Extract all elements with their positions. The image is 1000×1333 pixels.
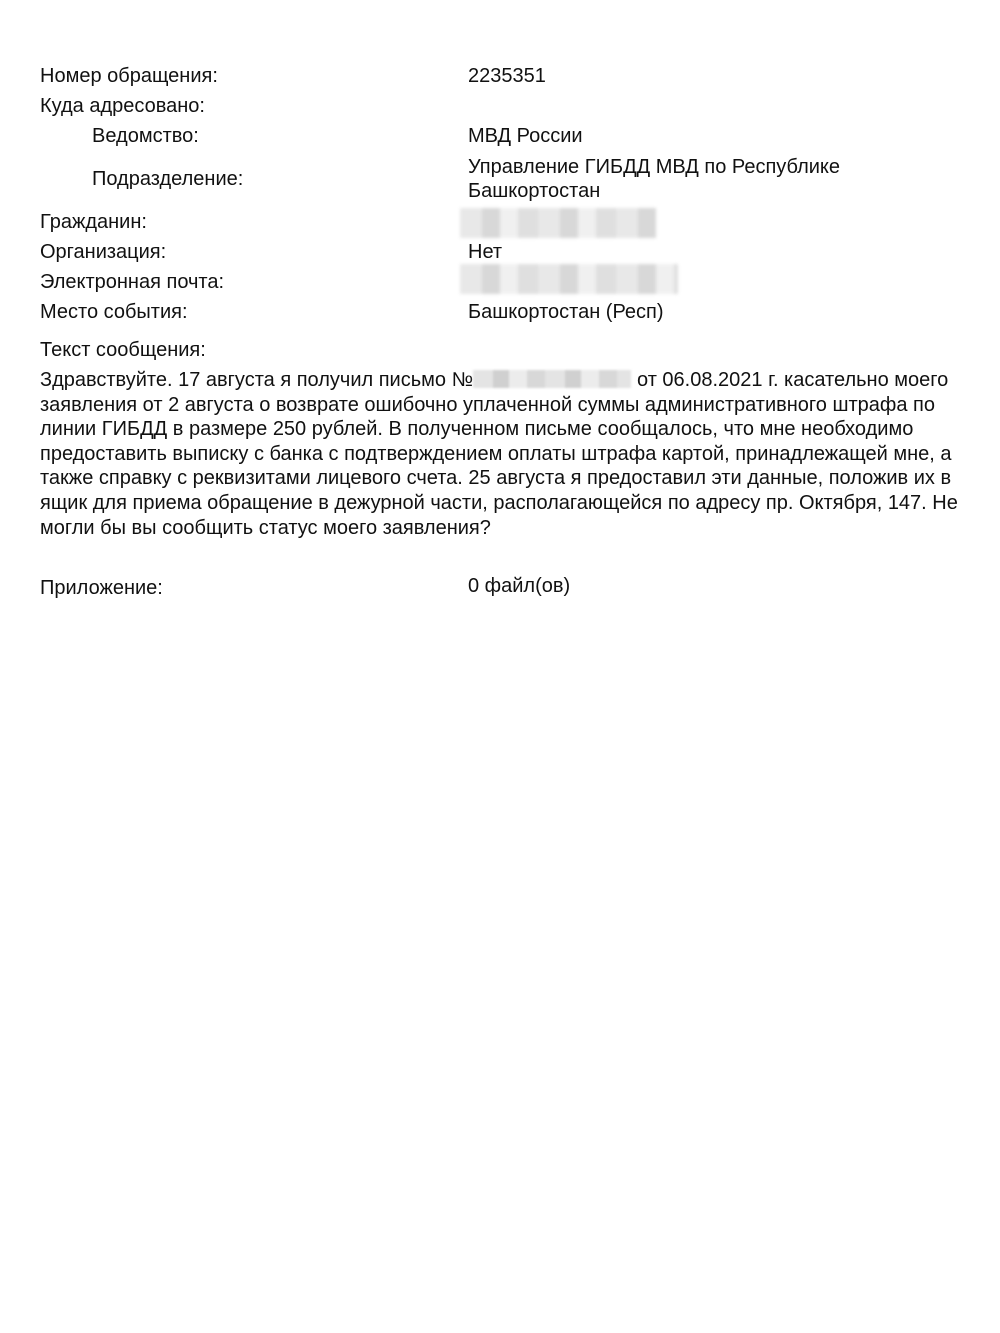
addressed-label: Куда адресовано: [40, 95, 205, 117]
division-label: Подразделение: [92, 168, 244, 190]
citizen-label: Гражданин: [40, 211, 147, 233]
citizen-redacted [460, 208, 656, 238]
email-redacted [460, 264, 678, 294]
agency-value: МВД России [468, 125, 583, 147]
organization-label: Организация: [40, 241, 167, 263]
appeal-number-label: Номер обращения: [40, 65, 218, 87]
message-body [40, 368, 960, 540]
location-label: Место события: [40, 301, 188, 323]
division-value: Управление ГИБДД МВД по Республике Башкортостан [468, 156, 841, 202]
message-text-before: Здравствуйте. 17 августа я получил письмо № [40, 369, 474, 391]
appeal-number-value: 2235351 [468, 65, 546, 87]
attachment-value: 0 файл(ов) [468, 575, 571, 597]
message-label: Текст сообщения: [40, 339, 206, 361]
agency-label: Ведомство: [92, 125, 199, 147]
location-value: Башкортостан (Респ) [468, 301, 664, 323]
attachment-label: Приложение: [40, 577, 163, 599]
organization-value: Нет [468, 241, 503, 263]
letter-number-redacted [473, 370, 631, 388]
message-text-after: от 06.08.2021 г. касательно моего заявления от 2 августа о возврате ошибочно уплаченной суммы административного штрафа по линии ГИБДД в размере 250 рублей. В полученном письме сообщалось, что мне необходимо предоставить выписку с банка с подтверждением оплаты штрафа картой, принадлежащей мне, а также справку с реквизитами лицевого счета. 25 августа я предоставил эти данные, положив их в ящик для приема обращение в дежурной части, располагающейся по адресу пр. Октября, 147. Не могли бы вы сообщить статус моего заявления? [40, 369, 958, 539]
email-label: Электронная почта: [40, 271, 225, 293]
